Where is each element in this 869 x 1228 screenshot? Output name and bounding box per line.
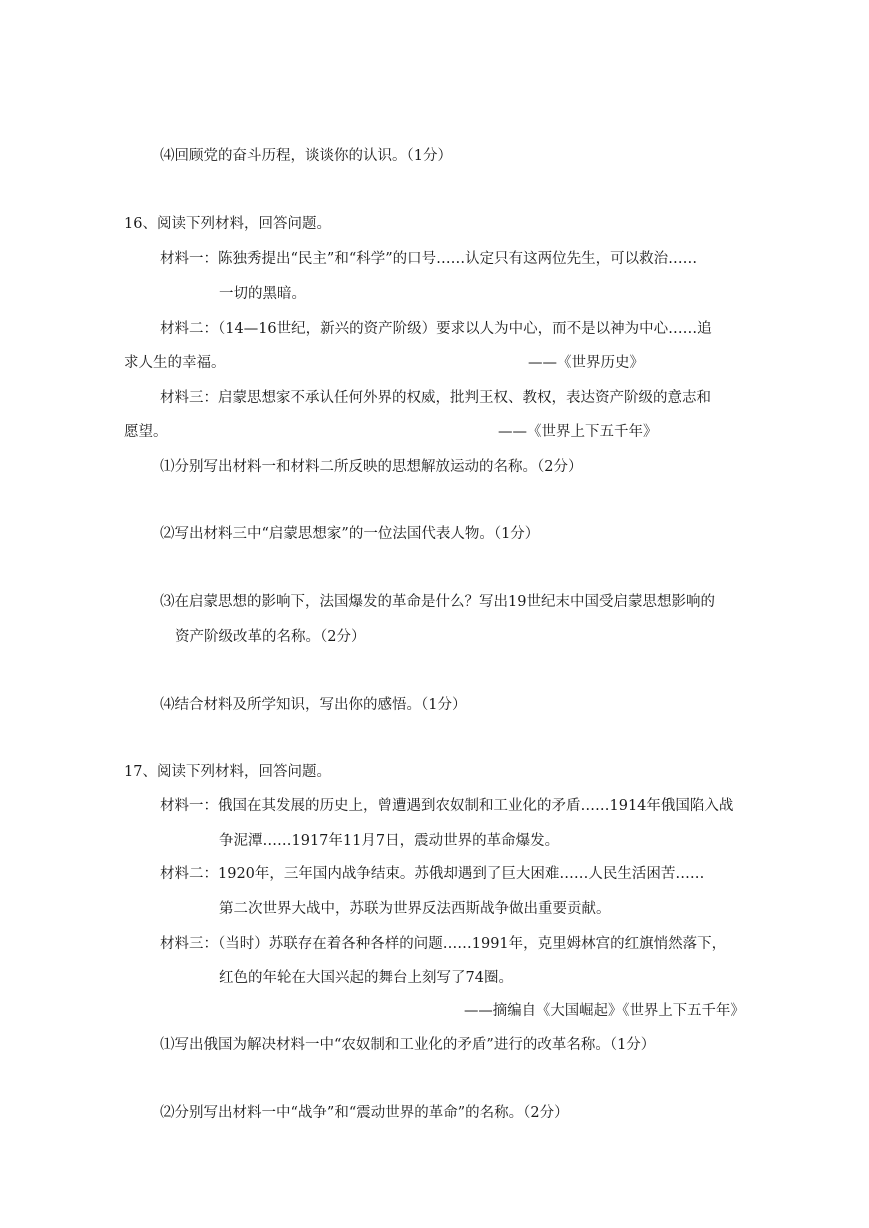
q16-material2-line1: 材料二：（14—16世纪，新兴的资产阶级）要求以人为中心，而不是以神为中心……追	[160, 321, 712, 337]
q16-intro: 16、阅读下列材料，回答问题。	[124, 216, 331, 232]
q16-material3-line2: 愿望。	[124, 424, 168, 440]
q16-material1-line2: 一切的黑暗。	[219, 286, 306, 302]
q16-material2-line2: 求人生的幸福。	[124, 355, 226, 371]
q16-sub3-line2: 资产阶级改革的名称。（2分）	[175, 629, 366, 645]
q17-material2-line2: 第二次世界大战中，苏联为世界反法西斯战争做出重要贡献。	[219, 901, 611, 917]
q17-material2-line1: 材料二：1920年，三年国内战争结束。苏俄却遇到了巨大困难……人民生活困苦……	[160, 866, 705, 882]
q16-material3-source: ——《世界上下五千年》	[498, 424, 658, 440]
q17-intro: 17、阅读下列材料，回答问题。	[124, 764, 331, 780]
q17-sub2: ⑵分别写出材料一中“战争”和“震动世界的革命”的名称。（2分）	[160, 1105, 569, 1121]
q17-material3-line1: 材料三：（当时）苏联存在着各种各样的问题……1991年，克里姆林宫的红旗悄然落下，	[160, 936, 727, 952]
q17-sub1: ⑴写出俄国为解决材料一中“农奴制和工业化的矛盾”进行的改革名称。（1分）	[160, 1037, 656, 1053]
q16-material1-line1: 材料一：陈独秀提出“民主”和“科学”的口号……认定只有这两位先生，可以救治……	[160, 251, 698, 267]
q16-material2-source: ——《世界历史》	[528, 355, 644, 371]
q17-material3-line2: 红色的年轮在大国兴起的舞台上刻写了74圈。	[219, 970, 513, 986]
q17-material1-line2: 争泥潭……1917年11月7日，震动世界的革命爆发。	[219, 833, 560, 849]
q16-sub4: ⑷结合材料及所学知识，写出你的感悟。（1分）	[160, 697, 467, 713]
q16-material3-line1: 材料三：启蒙思想家不承认任何外界的权威，批判王权、教权，表达资产阶级的意志和	[160, 390, 711, 406]
q16-sub1: ⑴分别写出材料一和材料二所反映的思想解放运动的名称。（2分）	[160, 459, 583, 475]
q17-source: ——摘编自《大国崛起》《世界上下五千年》	[464, 1003, 745, 1019]
q17-material1-line1: 材料一：俄国在其发展的历史上，曾遭遇到农奴制和工业化的矛盾……1914年俄国陷入战	[160, 798, 734, 814]
q16-sub2: ⑵写出材料三中“启蒙思想家”的一位法国代表人物。（1分）	[160, 526, 540, 542]
q16-sub3-line1: ⑶在启蒙思想的影响下，法国爆发的革命是什么？写出19世纪末中国受启蒙思想影响的	[160, 594, 715, 610]
q15-sub4: ⑷回顾党的奋斗历程，谈谈你的认识。（1分）	[160, 148, 452, 164]
